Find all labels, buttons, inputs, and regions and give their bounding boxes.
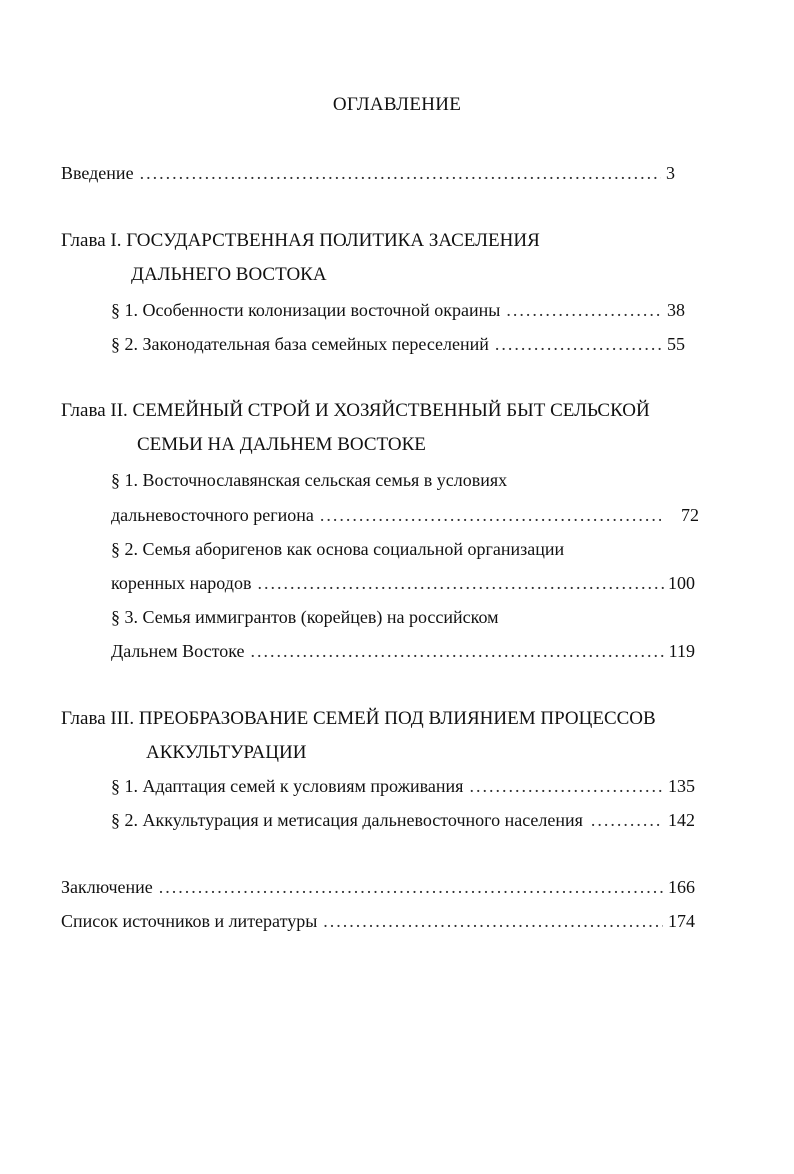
toc-entry-label: коренных народов	[111, 573, 252, 593]
dot-leader	[506, 296, 662, 324]
toc-entry-ch3-s2	[111, 806, 695, 834]
toc-entry-page: 72	[681, 505, 699, 525]
toc-entry-ch3-s1	[111, 772, 695, 800]
toc-entry-ch2-s1	[111, 501, 699, 529]
dot-leader	[495, 330, 662, 358]
dot-leader	[323, 907, 663, 935]
dot-leader	[257, 569, 667, 597]
chapter-2-heading: Глава II. СЕМЕЙНЫЙ СТРОЙ И ХОЗЯЙСТВЕННЫЙ БЫТ СЕЛЬСКОЙ	[61, 400, 650, 421]
toc-entry-label: Список источников и литературы	[61, 911, 318, 931]
dot-leader	[469, 772, 663, 800]
toc-entry-ch1-s2	[111, 330, 685, 358]
toc-entry-page: 119	[668, 641, 695, 661]
toc-entry-label: § 2. Законодательная база семейных переселений	[111, 334, 489, 354]
toc-entry-ch2-s2-line1: § 2. Семья аборигенов как основа социальной организации	[111, 539, 565, 559]
chapter-3-heading: Глава III. ПРЕОБРАЗОВАНИЕ СЕМЕЙ ПОД ВЛИЯНИЕМ ПРОЦЕССОВ	[61, 708, 656, 729]
toc-entry-label: Заключение	[61, 877, 153, 897]
chapter-3-heading-cont: АККУЛЬТУРАЦИИ	[146, 742, 307, 763]
dot-leader	[591, 806, 663, 834]
toc-entry-ch2-s2	[111, 569, 695, 597]
toc-entry-page: 166	[668, 877, 695, 897]
toc-entry-page: 100	[668, 573, 695, 593]
toc-entry-page: 174	[668, 911, 695, 931]
toc-entry-label: § 1. Адаптация семей к условиям проживания	[111, 776, 464, 796]
toc-entry-conclusion	[61, 873, 695, 901]
toc-entry-intro	[61, 159, 675, 187]
toc-entry-label: дальневосточного региона	[111, 505, 314, 525]
toc-entry-label: Дальнем Востоке	[111, 641, 245, 661]
chapter-2-heading-cont: СЕМЬИ НА ДАЛЬНЕМ ВОСТОКЕ	[137, 434, 426, 455]
toc-entry-page: 135	[668, 776, 695, 796]
toc-entry-page: 55	[667, 334, 685, 354]
toc-entry-page: 3	[666, 163, 675, 183]
chapter-1-heading: Глава I. ГОСУДАРСТВЕННАЯ ПОЛИТИКА ЗАСЕЛЕНИЯ	[61, 230, 540, 251]
toc-entry-ch2-s3	[111, 637, 695, 665]
toc-entry-ch1-s1	[111, 296, 685, 324]
toc-entry-ch2-s3-line1: § 3. Семья иммигрантов (корейцев) на российском	[111, 607, 499, 627]
dot-leader	[251, 637, 664, 665]
toc-title: ОГЛАВЛЕНИЕ	[332, 94, 462, 115]
toc-entry-page: 38	[667, 300, 685, 320]
toc-entry-page: 142	[668, 810, 695, 830]
dot-leader	[320, 501, 661, 529]
chapter-1-heading-cont: ДАЛЬНЕГО ВОСТОКА	[131, 264, 327, 285]
dot-leader	[159, 873, 663, 901]
toc-entry-label: § 2. Аккультурация и метисация дальневосточного населения	[111, 810, 583, 830]
dot-leader	[140, 159, 661, 187]
toc-entry-sources	[61, 907, 695, 935]
toc-entry-label: Введение	[61, 163, 134, 183]
toc-entry-label: § 1. Особенности колонизации восточной окраины	[111, 300, 501, 320]
toc-entry-ch2-s1-line1: § 1. Восточнославянская сельская семья в условиях	[111, 470, 508, 490]
